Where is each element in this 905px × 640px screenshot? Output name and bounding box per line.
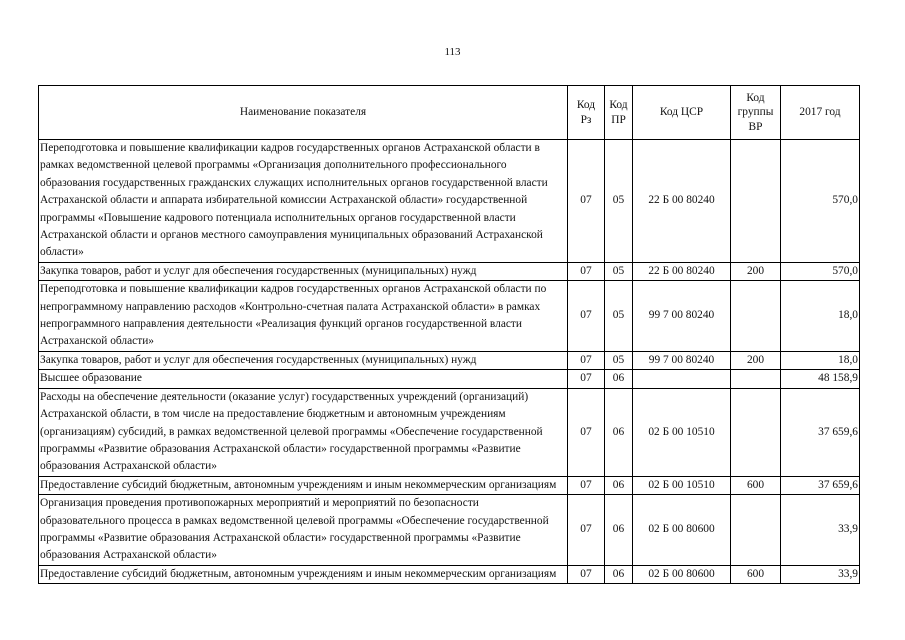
table-row — [39, 281, 860, 352]
row-name: Предоставление субсидий бюджетным, автономным учреждениям и иным некоммерческим организациям — [39, 476, 568, 494]
header-csr: Код ЦСР — [633, 86, 731, 140]
header-year: 2017 год — [781, 86, 860, 140]
header-vr: Код группы ВР — [731, 86, 781, 140]
row-amount: 18,0 — [781, 281, 860, 352]
table-row — [39, 351, 860, 369]
row-csr — [633, 370, 731, 388]
header-row — [39, 86, 860, 140]
row-rz: 07 — [568, 476, 605, 494]
row-csr: 02 Б 00 80600 — [633, 495, 731, 566]
row-amount: 570,0 — [781, 262, 860, 280]
row-pr: 06 — [605, 370, 633, 388]
table-row — [39, 476, 860, 494]
row-vr — [731, 495, 781, 566]
row-pr: 06 — [605, 565, 633, 583]
row-amount: 18,0 — [781, 351, 860, 369]
row-pr: 05 — [605, 281, 633, 352]
table-row — [39, 370, 860, 388]
row-csr: 02 Б 00 10510 — [633, 388, 731, 476]
row-pr: 05 — [605, 351, 633, 369]
row-csr: 22 Б 00 80240 — [633, 262, 731, 280]
row-vr — [731, 388, 781, 476]
table-row — [39, 388, 860, 476]
row-pr: 06 — [605, 495, 633, 566]
row-amount: 570,0 — [781, 140, 860, 263]
table-row — [39, 262, 860, 280]
row-vr: 200 — [731, 262, 781, 280]
page-number: 113 — [444, 46, 461, 58]
row-rz: 07 — [568, 140, 605, 263]
row-amount: 33,9 — [781, 495, 860, 566]
row-rz: 07 — [568, 565, 605, 583]
row-rz: 07 — [568, 388, 605, 476]
header-rz: Код Рз — [568, 86, 605, 140]
row-vr — [731, 140, 781, 263]
row-rz: 07 — [568, 370, 605, 388]
row-pr: 05 — [605, 140, 633, 263]
row-vr: 600 — [731, 476, 781, 494]
row-csr: 02 Б 00 80600 — [633, 565, 731, 583]
row-csr: 99 7 00 80240 — [633, 281, 731, 352]
row-pr: 06 — [605, 388, 633, 476]
header-name: Наименование показателя — [39, 86, 568, 140]
row-name: Организация проведения противопожарных мероприятий и мероприятий по безопасности образовательного процесса в рамках ведомственной целевой программы «Обеспечение государственной программы «Развитие образования Астраханской области» государственной программы «Развитие образования Астраханской области» — [39, 495, 568, 566]
row-pr: 06 — [605, 476, 633, 494]
row-amount: 37 659,6 — [781, 476, 860, 494]
row-csr: 02 Б 00 10510 — [633, 476, 731, 494]
table-row — [39, 565, 860, 583]
row-name: Переподготовка и повышение квалификации кадров государственных органов Астраханской области по непрограммному направлению расходов «Контрольно-счетная палата Астраханской области» в рамках непрограммного направления деятельности «Реализация функций органов государственной власти Астраханской области» — [39, 281, 568, 352]
row-csr: 22 Б 00 80240 — [633, 140, 731, 263]
row-name: Высшее образование — [39, 370, 568, 388]
row-csr: 99 7 00 80240 — [633, 351, 731, 369]
row-vr: 200 — [731, 351, 781, 369]
row-vr — [731, 281, 781, 352]
row-name: Предоставление субсидий бюджетным, автономным учреждениям и иным некоммерческим организациям — [39, 565, 568, 583]
table-row — [39, 140, 860, 263]
row-rz: 07 — [568, 262, 605, 280]
row-vr — [731, 370, 781, 388]
row-pr: 05 — [605, 262, 633, 280]
row-name: Переподготовка и повышение квалификации кадров государственных органов Астраханской области в рамках ведомственной целевой программы «Организация дополнительного профессионального образования государственных гражданских служащих исполнительных органов государственной власти Астраханской области и аппарата избирательной комиссии Астраханской области» государственной программы «Повышение кадрового потенциала исполнительных органов государственной власти Астраханской области и органов местного самоуправления муниципальных образований Астраханской области» — [39, 140, 568, 263]
row-rz: 07 — [568, 351, 605, 369]
row-amount: 37 659,6 — [781, 388, 860, 476]
row-rz: 07 — [568, 281, 605, 352]
table-row — [39, 495, 860, 566]
row-name: Закупка товаров, работ и услуг для обеспечения государственных (муниципальных) нужд — [39, 262, 568, 280]
row-vr: 600 — [731, 565, 781, 583]
header-pr: Код ПР — [605, 86, 633, 140]
row-name: Расходы на обеспечение деятельности (оказание услуг) государственных учреждений (организаций) Астраханской области, в том числе на предоставление бюджетным и автономным учреждениям (организациям) субсидий, в рамках ведомственной целевой программы «Обеспечение государственной программы «Развитие образования Астраханской области» государственной программы «Развитие образования Астраханской области» — [39, 388, 568, 476]
row-amount: 33,9 — [781, 565, 860, 583]
row-name: Закупка товаров, работ и услуг для обеспечения государственных (муниципальных) нужд — [39, 351, 568, 369]
row-rz: 07 — [568, 495, 605, 566]
budget-table — [38, 85, 860, 584]
row-amount: 48 158,9 — [781, 370, 860, 388]
